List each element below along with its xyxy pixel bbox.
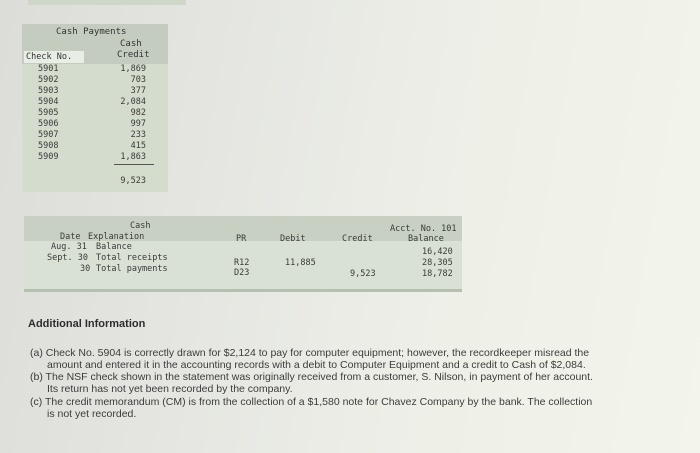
ledger-row-balance: 16,420 xyxy=(422,247,453,257)
table-row xyxy=(22,75,168,86)
ledger-header-debit: Debit xyxy=(280,234,306,244)
col-header-check-no: Check No. xyxy=(24,51,84,63)
table-row xyxy=(22,152,168,163)
cash-payments-title: Cash Payments xyxy=(56,27,127,37)
check-number: 5901 xyxy=(38,64,59,74)
cash-ledger-account xyxy=(24,216,462,292)
ledger-row-debit: 11,885 xyxy=(285,258,316,268)
ledger-header-balance: Balance xyxy=(408,234,444,244)
check-number: 5905 xyxy=(38,108,59,118)
cash-payments-table xyxy=(22,24,168,192)
table-row xyxy=(22,97,168,108)
ledger-row-credit: 9,523 xyxy=(350,269,376,279)
table-row xyxy=(22,119,168,130)
ledger-header-explanation: Explanation xyxy=(88,232,145,242)
col-header-credit: Credit xyxy=(117,50,150,60)
table-row xyxy=(22,86,168,97)
ledger-row-pr: D23 xyxy=(234,268,250,278)
ledger-header-pr: PR xyxy=(236,234,247,244)
ledger-header-credit: Credit xyxy=(342,234,373,244)
credit-amount: 997 xyxy=(130,119,146,129)
credit-amount: 377 xyxy=(130,86,146,96)
credit-amount: 1,863 xyxy=(120,152,146,162)
check-number: 5908 xyxy=(38,141,59,151)
credit-amount: 415 xyxy=(130,141,146,151)
ledger-row-date: Aug. 31 xyxy=(51,242,87,252)
ledger-row-balance: 28,305 xyxy=(422,258,453,268)
ledger-row-date: 30 xyxy=(80,264,91,274)
info-item-a-line2: amount and entered it in the accounting records with a debit to Computer Equipment and a credit to Cash of $2,084. xyxy=(47,359,586,371)
ledger-row-explanation: Balance xyxy=(96,242,132,252)
info-item-c xyxy=(30,396,680,420)
info-item-c-line1: (c) The credit memorandum (CM) is from the collection of a $1,580 note for Chavez Company by the bank. The collection xyxy=(30,396,593,408)
info-item-b-line1: (b) The NSF check shown in the statement was originally received from a customer, S. Nilson, in payment of her account. xyxy=(30,371,593,383)
ledger-row-pr: R12 xyxy=(234,258,250,268)
ledger-row-explanation: Total payments xyxy=(96,264,168,274)
check-number: 5907 xyxy=(38,130,59,140)
info-item-b-line2: Its return has not yet been recorded by the company. xyxy=(47,383,293,395)
table-row xyxy=(22,108,168,119)
info-item-a xyxy=(30,347,680,371)
ledger-row-explanation: Total receipts xyxy=(96,253,168,263)
top-divider xyxy=(28,0,186,5)
check-number: 5906 xyxy=(38,119,59,129)
ledger-bottom-rule xyxy=(24,289,462,292)
table-row xyxy=(22,64,168,75)
ledger-row-balance: 18,782 xyxy=(422,269,453,279)
table-row xyxy=(22,141,168,152)
ledger-header-date: Date xyxy=(60,232,81,242)
check-number: 5904 xyxy=(38,97,59,107)
credit-amount: 982 xyxy=(130,108,146,118)
check-number: 5909 xyxy=(38,152,59,162)
info-item-c-line2: is not yet recorded. xyxy=(47,408,137,420)
credit-amount: 233 xyxy=(130,130,146,140)
credit-amount: 1,869 xyxy=(120,64,146,74)
ledger-account-title: Cash xyxy=(130,221,151,231)
credit-amount: 2,084 xyxy=(120,97,146,107)
table-row xyxy=(22,130,168,141)
credit-amount: 703 xyxy=(130,75,146,85)
info-item-a-line1: (a) Check No. 5904 is correctly drawn for $2,124 to pay for computer equipment; however, the recordkeeper misread the xyxy=(30,347,590,359)
col-header-cash: Cash xyxy=(120,39,142,49)
check-number: 5902 xyxy=(38,75,59,85)
ledger-acct-number: Acct. No. 101 xyxy=(390,224,457,234)
check-number: 5903 xyxy=(38,86,59,96)
ledger-row-date: Sept. 30 xyxy=(47,253,88,263)
info-item-b xyxy=(30,371,680,395)
additional-info-title: Additional Information xyxy=(28,318,146,330)
total-rule xyxy=(114,164,154,165)
cash-payments-total: 9,523 xyxy=(120,176,146,186)
